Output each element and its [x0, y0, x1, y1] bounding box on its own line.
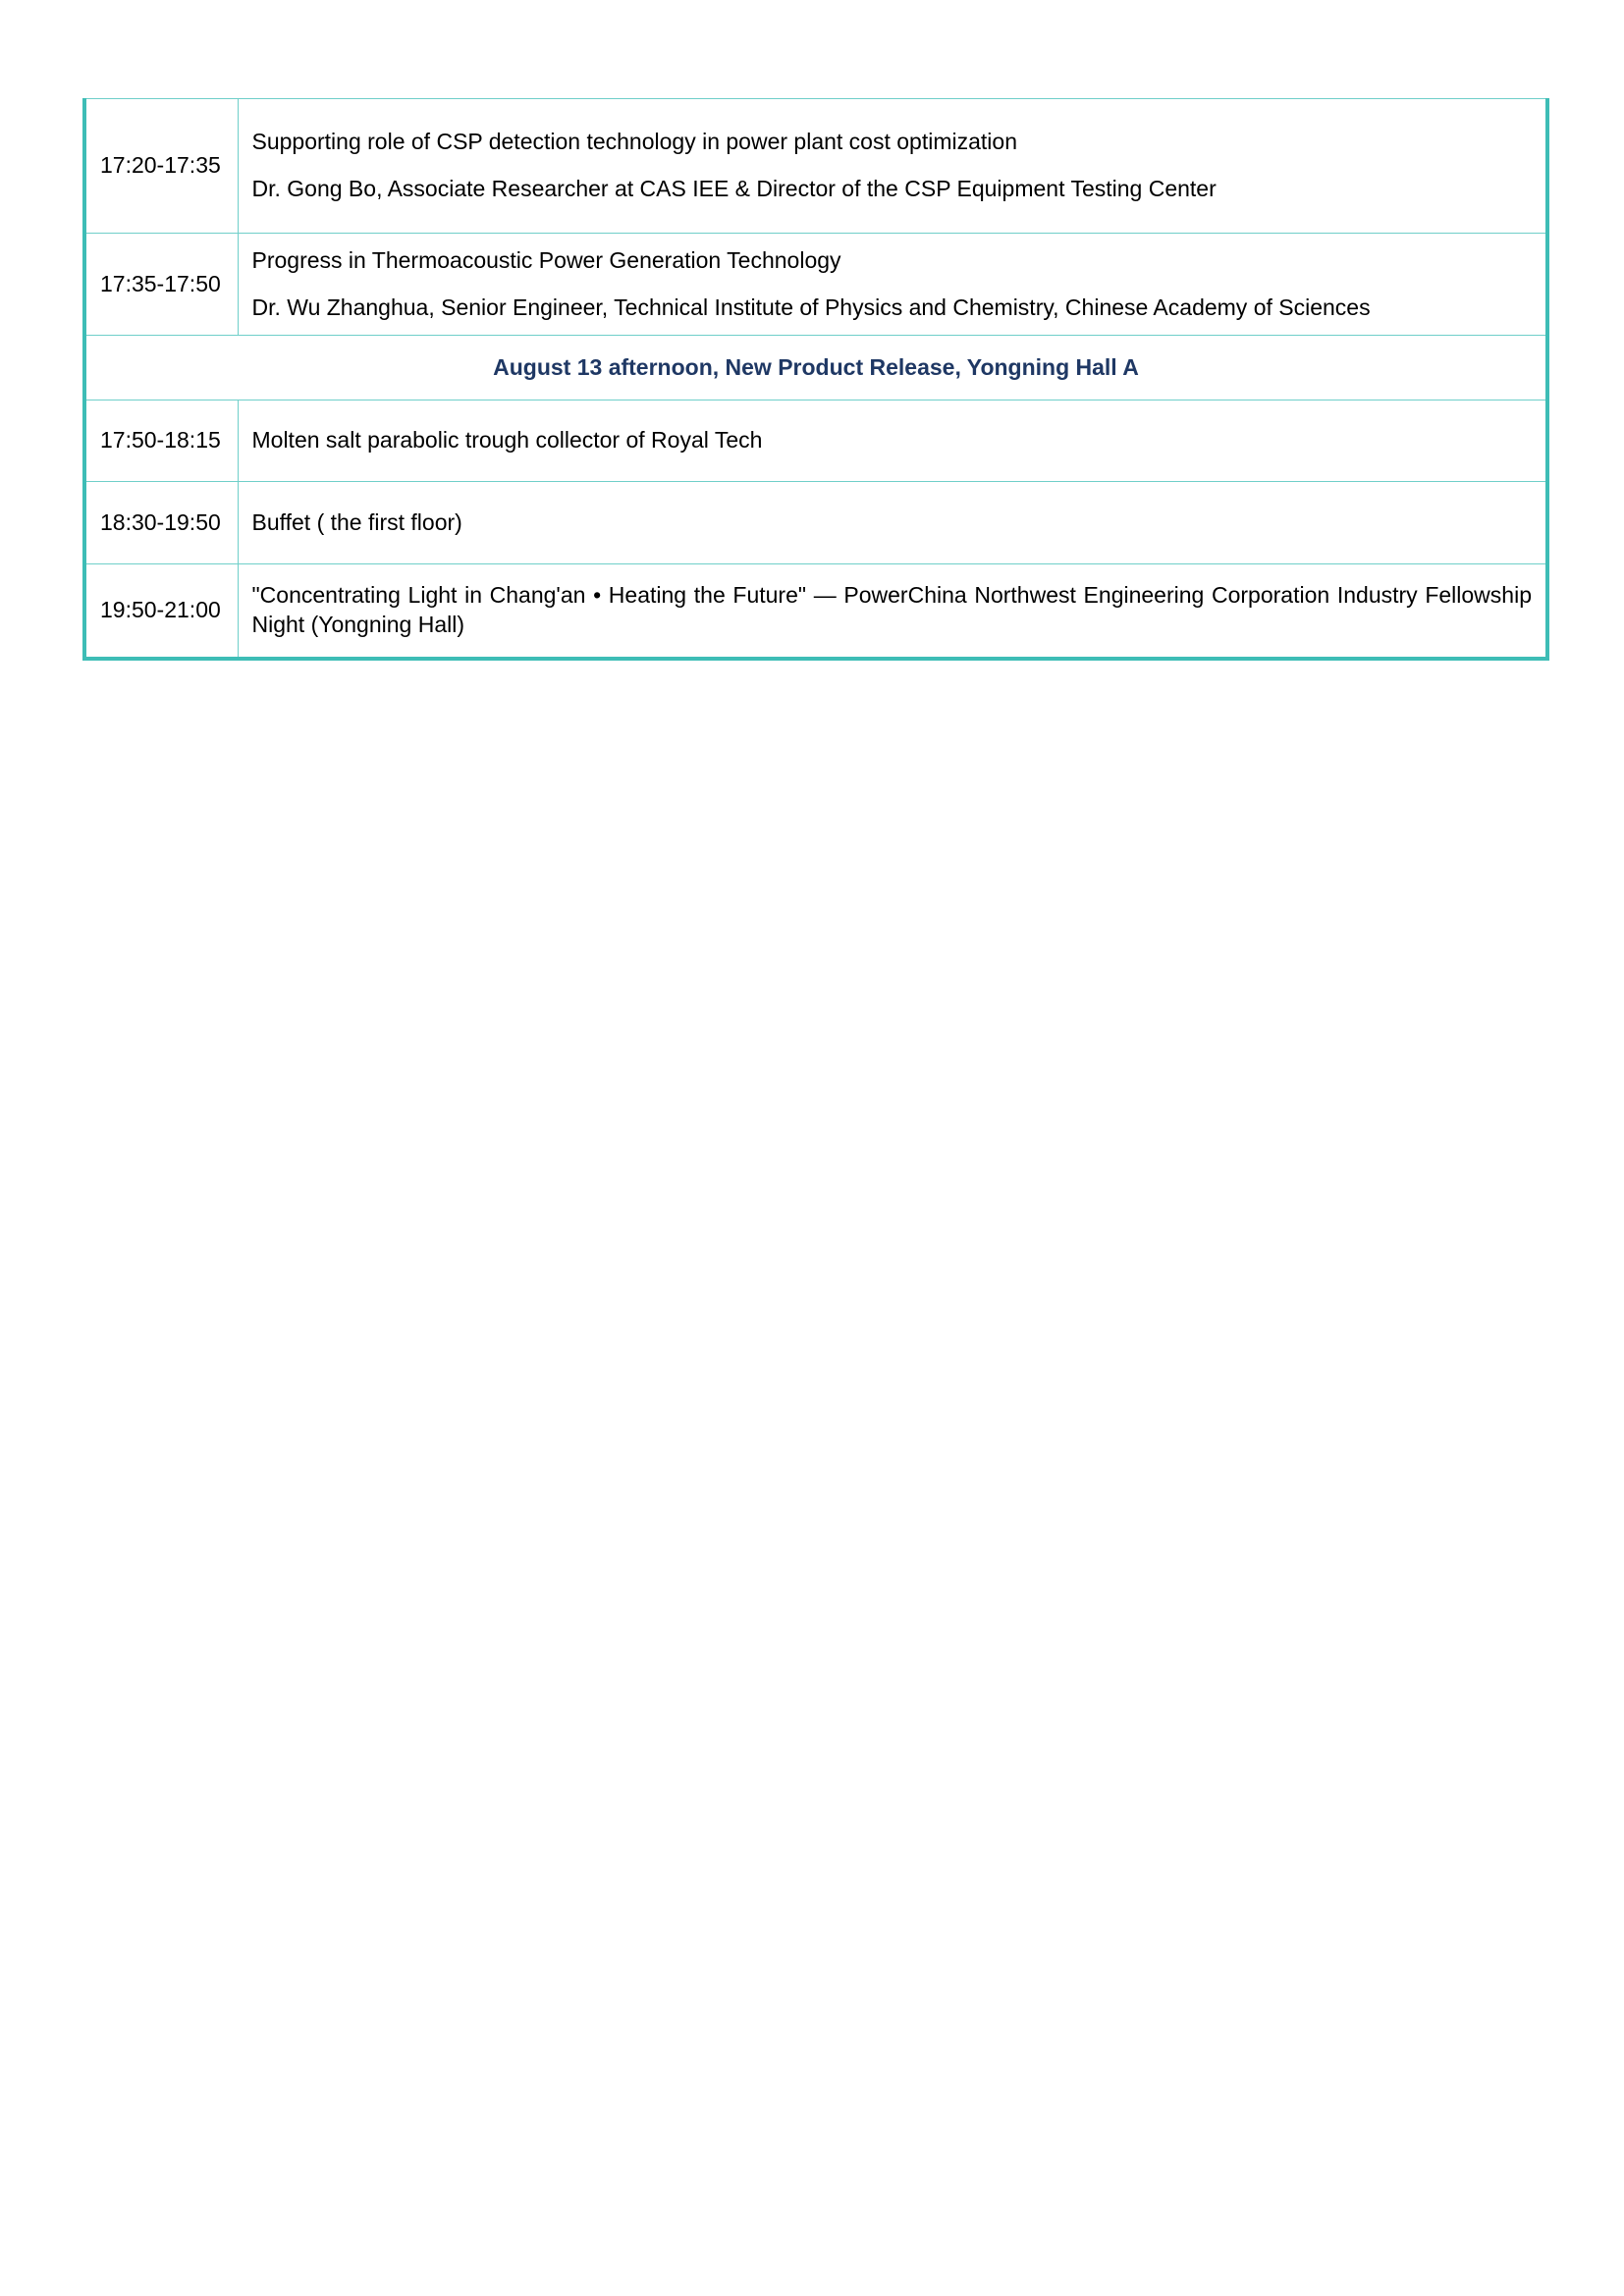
agenda-row [84, 400, 1547, 482]
time-cell: 17:35-17:50 [84, 234, 238, 336]
speaker-line: Dr. Gong Bo, Associate Researcher at CAS IEE & Director of the CSP Equipment Testing Center [251, 176, 1217, 201]
agenda-row [84, 99, 1547, 234]
content-cell [238, 99, 1547, 234]
content-cell [238, 400, 1547, 482]
agenda-table [82, 98, 1549, 661]
talk-title: Progress in Thermoacoustic Power Generation Technology [251, 246, 841, 273]
content-cell: "Concentrating Light in Chang'an • Heating the Future" — PowerChina Northwest Engineering Corporation Industry Fellowship Night (Yongning Hall) [238, 564, 1547, 659]
content-cell [238, 234, 1547, 336]
session-header: August 13 afternoon, New Product Release, Yongning Hall A [84, 336, 1547, 400]
session-header-row [84, 336, 1547, 400]
time-cell: 18:30-19:50 [84, 482, 238, 564]
talk-title: Molten salt parabolic trough collector of Royal Tech [251, 427, 763, 454]
time-cell: 17:20-17:35 [84, 99, 238, 234]
talk-title: Buffet ( the first floor) [251, 508, 462, 535]
time-cell: 17:50-18:15 [84, 400, 238, 482]
agenda-row [84, 482, 1547, 564]
time-cell: 19:50-21:00 [84, 564, 238, 659]
content-cell [238, 482, 1547, 564]
agenda-row [84, 564, 1547, 659]
agenda-row [84, 234, 1547, 336]
speaker-line: Dr. Wu Zhanghua, Senior Engineer, Technical Institute of Physics and Chemistry, Chinese Academy of Sciences [251, 294, 1371, 320]
talk-title: Supporting role of CSP detection technology in power plant cost optimization [251, 129, 1017, 155]
